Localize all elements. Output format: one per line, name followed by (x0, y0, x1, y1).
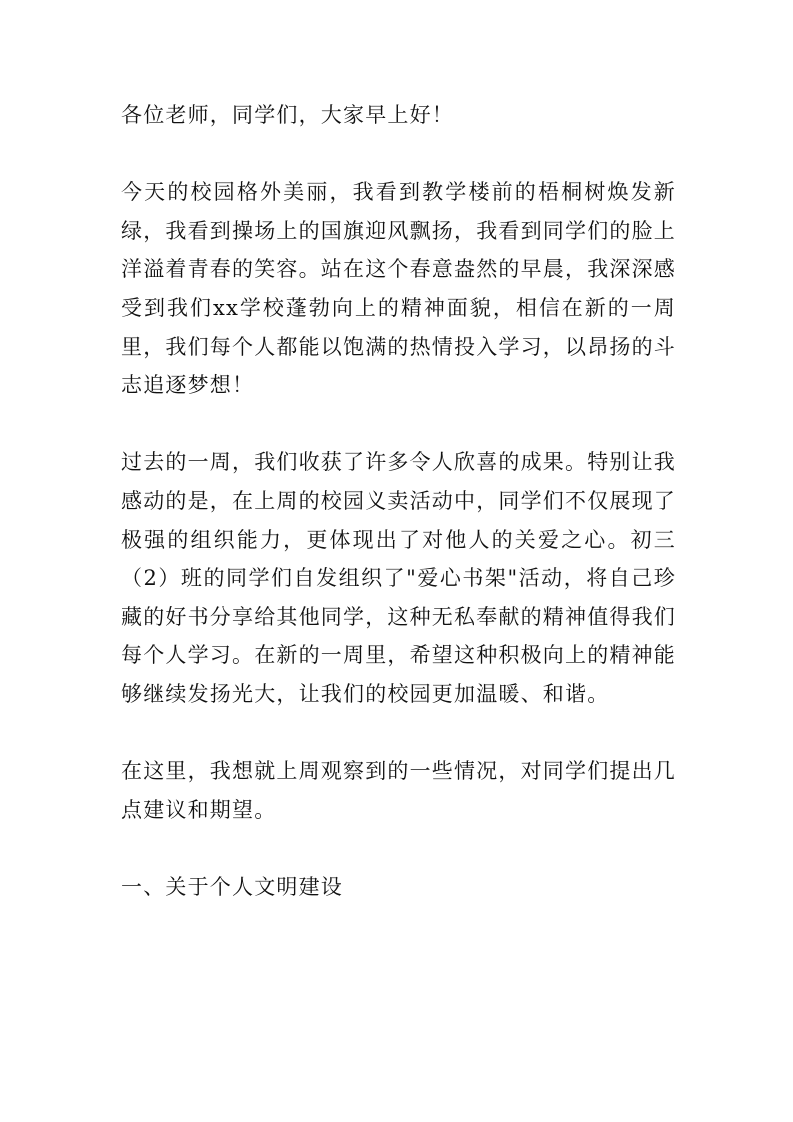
campus-morning-paragraph: 今天的校园格外美丽，我看到教学楼前的梧桐树焕发新绿，我看到操场上的国旗迎风飘扬，我看到同学们的脸上洋溢着青春的笑容。站在这个春意盎然的早晨，我深深感受到我们xx学校蓬勃向上的精神面貌，相信在新的一周里，我们每个人都能以饱满的热情投入学习，以昂扬的斗志追逐梦想！ (121, 180, 676, 398)
greeting-paragraph: 各位老师，同学们，大家早上好！ (121, 103, 454, 127)
section-heading: 一、关于个人文明建设 (121, 874, 343, 899)
document-body (121, 96, 676, 906)
last-week-achievements-paragraph: 过去的一周，我们收获了许多令人欣喜的成果。特别让我感动的是，在上周的校园义卖活动中，同学们不仅展现了极强的组织能力，更体现出了对他人的关爱之心。初三（2）班的同学们自发组织了"爱心书架"活动，将自己珍藏的好书分享给其他同学，这种无私奉献的精神值得我们每个人学习。在新的一周里，希望这种积极向上的精神能够继续发扬光大，让我们的校园更加温暖、和谐。 (121, 450, 676, 706)
suggestions-intro-paragraph: 在这里，我想就上周观察到的一些情况，对同学们提出几点建议和期望。 (121, 759, 676, 822)
